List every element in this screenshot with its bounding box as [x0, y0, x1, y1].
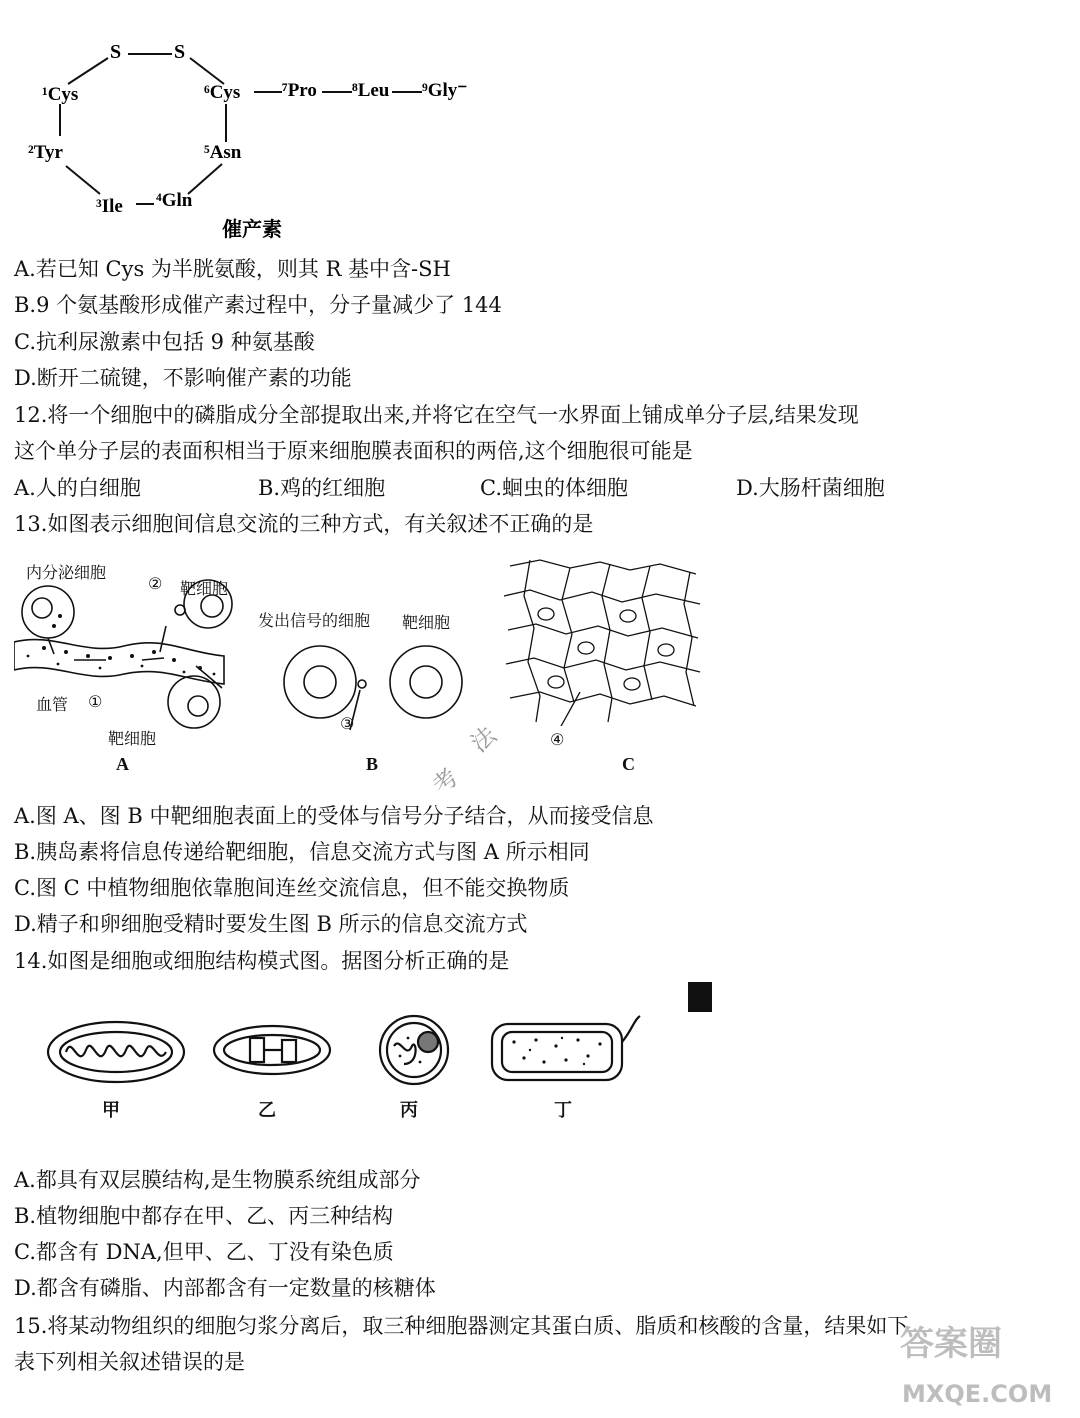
figure-c — [500, 556, 710, 786]
marker-4: ④ — [550, 730, 565, 749]
watermark-char-2: 考 — [427, 762, 464, 800]
marker-3: ③ — [340, 714, 355, 733]
figure-a — [14, 556, 264, 786]
q13-option-a: A.图 A、图 B 中靶细胞表面上的受体与信号分子结合，从而接受信息 — [14, 804, 654, 828]
q11-option-d: D.断开二硫键，不影响催产素的功能 — [14, 366, 352, 390]
residue-1: ¹Cys — [42, 84, 79, 105]
q11-option-c: C.抗利尿激素中包括 9 种氨基酸 — [14, 330, 315, 354]
label-ding: 丁 — [554, 1100, 572, 1120]
label-bing: 丙 — [400, 1100, 418, 1120]
label-signal-cell: 发出信号的细胞 — [258, 611, 371, 630]
q14-option-c: C.都含有 DNA,但甲、乙、丁没有染色质 — [14, 1240, 394, 1264]
label-yi: 乙 — [258, 1100, 276, 1120]
figure-b-label: B — [366, 754, 379, 774]
q13-option-c: C.图 C 中植物细胞依靠胞间连丝交流信息，但不能交换物质 — [14, 876, 570, 900]
black-mark — [688, 982, 712, 1012]
residue-6: ⁶Cys — [204, 82, 241, 103]
q15-stem-line1: 15.将某动物组织的细胞匀浆分离后，取三种细胞器测定其蛋白质、脂质和核酸的含量，结果如下 — [14, 1314, 909, 1338]
residue-2: ²Tyr — [28, 142, 63, 163]
label-target-cell-top: 靶细胞 — [180, 579, 229, 598]
figure-b — [256, 600, 486, 786]
q12-option-c: C.蛔虫的体细胞 — [480, 476, 628, 500]
residue-4: ⁴Gln — [156, 190, 193, 211]
oxytocin-figure — [26, 36, 486, 244]
q14-option-a: A.都具有双层膜结构,是生物膜系统组成部分 — [14, 1168, 421, 1192]
q12-options — [14, 473, 885, 503]
contact-signaling-diagram — [256, 634, 486, 744]
figure-a-label: A — [116, 754, 129, 774]
q12-stem-line2: 这个单分子层的表面积相当于原来细胞膜表面积的两倍,这个细胞很可能是 — [14, 439, 693, 463]
q11-option-b: B.9 个氨基酸形成催产素过程中，分子量减少了 144 — [14, 293, 502, 317]
q14-figure — [44, 1012, 644, 1124]
residue-5: ⁵Asn — [204, 142, 242, 163]
watermark-char-1: 法 — [465, 720, 502, 758]
q14-stem: 14.如图是细胞或细胞结构模式图。据图分析正确的是 — [14, 949, 510, 973]
label-jia: 甲 — [102, 1100, 120, 1120]
q15-stem-line2: 表下列相关叙述错误的是 — [14, 1350, 245, 1374]
sulfur-left: S — [110, 41, 122, 63]
figure-caption: 催产素 — [222, 219, 282, 241]
residue-9: ⁹Gly⁻ — [422, 80, 468, 101]
label-target-cell-b: 靶细胞 — [402, 613, 451, 632]
plant-tissue-diagram — [500, 556, 706, 726]
residue-7: ⁷Pro — [282, 80, 317, 101]
marker-2: ② — [148, 574, 163, 593]
label-target-cell-bottom: 靶细胞 — [108, 729, 157, 748]
q12-option-a: A.人的白细胞 — [14, 476, 141, 500]
q13-stem: 13.如图表示细胞间信息交流的三种方式，有关叙述不正确的是 — [14, 512, 594, 536]
organelle-diagram — [44, 1012, 644, 1092]
q11-option-a: A.若已知 Cys 为半胱氨酸，则其 R 基中含-SH — [14, 257, 451, 281]
marker-1: ① — [88, 692, 103, 711]
q14-option-b: B.植物细胞中都存在甲、乙、丙三种结构 — [14, 1204, 394, 1228]
endocrine-signaling-diagram — [14, 556, 264, 756]
residue-8: ⁸Leu — [352, 80, 390, 101]
sulfur-right: S — [174, 41, 186, 63]
figure-c-label: C — [622, 754, 635, 774]
q13-option-b: B.胰岛素将信息传递给靶细胞，信息交流方式与图 A 所示相同 — [14, 840, 590, 864]
q12-option-d: D.大肠杆菌细胞 — [736, 476, 885, 500]
label-endocrine-cell: 内分泌细胞 — [26, 563, 107, 582]
q12-option-b: B.鸡的红细胞 — [258, 476, 386, 500]
label-vessel: 血管 — [36, 695, 69, 714]
watermark-url: MXQE.COM — [902, 1380, 1053, 1408]
q13-option-d: D.精子和卵细胞受精时要发生图 B 所示的信息交流方式 — [14, 912, 528, 936]
q12-stem-line1: 12.将一个细胞中的磷脂成分全部提取出来,并将它在空气一水界面上铺成单分子层,结果发现 — [14, 403, 859, 427]
oxytocin-diagram — [26, 36, 486, 244]
residue-3: ³Ile — [96, 196, 123, 217]
watermark-logo: 答案圈 — [900, 1324, 1002, 1364]
q14-option-d: D.都含有磷脂、内部都含有一定数量的核糖体 — [14, 1276, 436, 1300]
